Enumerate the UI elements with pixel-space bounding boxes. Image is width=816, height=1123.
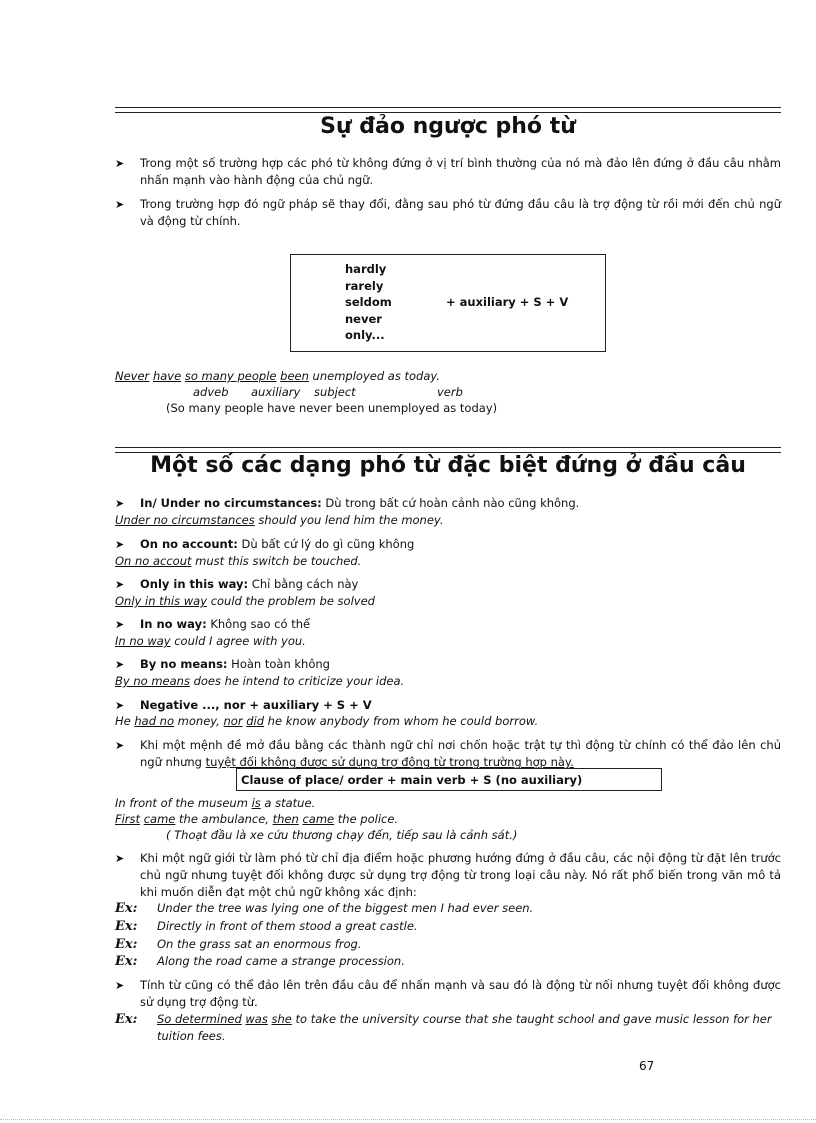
clause-example-translation: ( Thoạt đầu là xe cứu thương chạy đến, tiếp sau là cảnh sát.) <box>166 828 518 842</box>
page-bottom-divider <box>0 1119 816 1120</box>
phrase-item-1 <box>115 495 781 512</box>
phrase-example-5 <box>115 673 404 689</box>
phrase-example-2 <box>115 553 361 569</box>
phrase-desc: Chỉ bằng cách này <box>248 577 359 591</box>
formula-text: + auxiliary + S + V <box>446 295 569 309</box>
phrase-head: By no means: <box>140 657 228 671</box>
example-label-adverb: adveb <box>193 385 229 399</box>
example-underlined: Under no circumstances <box>115 513 255 527</box>
example-part: He <box>115 714 135 728</box>
example-rest: could the problem be solved <box>207 594 375 608</box>
example-underlined: On no accout <box>115 554 192 568</box>
adjective-item <box>115 977 781 1011</box>
section1-rule <box>115 107 781 113</box>
page-number: 67 <box>639 1059 655 1073</box>
negative-head: Negative ..., nor + auxiliary + S + V <box>140 698 372 712</box>
example-text: Under the tree was lying one of the biggest men I had ever seen. <box>157 901 534 915</box>
arrow-bullet-icon: ➤ <box>115 497 125 510</box>
section2-title: Một số các dạng phó từ đặc biệt đứng ở đầu câu <box>150 453 746 478</box>
example-rest: unemployed as today. <box>308 369 440 383</box>
phrase-desc: Hoàn toàn không <box>227 657 330 671</box>
clause-text-underlined: tuyệt đối không được sử dụng trợ động từ trong trường hợp này. <box>205 755 574 769</box>
bullet-text: Trong một số trường hợp các phó từ không đứng ở vị trí bình thường của nó mà đảo lên đứng ở đầu câu nhằm nhấn mạnh vào hành động của chủ ngữ. <box>140 156 781 187</box>
arrow-bullet-icon: ➤ <box>115 658 125 671</box>
preposition-text: Khi một ngữ giới từ làm phó từ chỉ địa điểm hoặc phương hướng đứng ở đầu câu, các nội động từ đặt lên trước chủ ngữ nhưng tuyệt đối không được sử dụng trợ động từ trong loại câu này. Nó rất phổ biến trong văn mô tả khi muốn diễn đạt một chủ ngữ không xác định: <box>140 851 781 899</box>
example-text: Along the road came a strange procession. <box>157 954 405 968</box>
example-part: a statue. <box>260 796 316 810</box>
arrow-bullet-icon: ➤ <box>115 739 125 752</box>
example-underlined: Only in this way <box>115 594 208 608</box>
example-underlined: she <box>271 1012 292 1026</box>
adverb-list <box>345 261 392 344</box>
example-label-subject: subject <box>314 385 356 399</box>
ex-label: Ex: <box>115 901 138 916</box>
example-word: been <box>280 369 309 383</box>
adverb-word: rarely <box>345 278 384 293</box>
adjective-text: Tính từ cũng có thể đảo lên trên đầu câu để nhấn mạnh và sau đó là động từ nối nhưng tuyệt đối không được sử dụng trợ động từ. <box>140 978 781 1009</box>
phrase-desc: Dù bất cứ lý do gì cũng không <box>237 537 415 551</box>
ex-label: Ex: <box>115 937 138 952</box>
preposition-example-4 <box>115 953 781 970</box>
section1-example <box>115 368 440 384</box>
example-label-auxiliary: auxiliary <box>251 385 301 399</box>
phrase-example-1 <box>115 512 444 528</box>
adjective-example <box>115 1011 781 1045</box>
example-underlined: nor <box>223 714 243 728</box>
arrow-bullet-icon: ➤ <box>115 198 125 211</box>
example-underlined: was <box>245 1012 268 1026</box>
arrow-bullet-icon: ➤ <box>115 979 125 992</box>
ex-label: Ex: <box>115 954 138 969</box>
phrase-item-4 <box>115 616 781 633</box>
phrase-item-5 <box>115 656 781 673</box>
example-part: he know anybody from whom he could borrow. <box>264 714 539 728</box>
example-part: to take the university course that she taught school and gave music lesson for her tuition fees. <box>157 1012 772 1043</box>
example-text: Directly in front of them stood a great castle. <box>157 919 418 933</box>
example-word: Never <box>115 369 150 383</box>
example-underlined: So determined <box>157 1012 242 1026</box>
phrase-item-3 <box>115 576 781 593</box>
preposition-example-3 <box>115 936 781 953</box>
phrase-head: In/ Under no circumstances: <box>140 496 322 510</box>
phrase-desc: Dù trong bất cứ hoàn cảnh nào cũng không. <box>321 496 580 510</box>
example-translation: (So many people have never been unemployed as today) <box>166 401 498 415</box>
arrow-bullet-icon: ➤ <box>115 157 125 170</box>
clause-example-1 <box>115 795 315 811</box>
example-rest: must this switch be touched. <box>191 554 362 568</box>
example-rest: could I agree with you. <box>170 634 306 648</box>
adverb-word: never <box>345 311 382 326</box>
example-part: In front of the museum <box>115 796 252 810</box>
phrase-item-2 <box>115 536 781 553</box>
example-label-verb: verb <box>437 385 463 399</box>
section1-bullet-1 <box>115 155 781 189</box>
example-underlined: did <box>246 714 265 728</box>
example-word: so many people <box>184 369 277 383</box>
negative-item <box>115 697 781 714</box>
example-underlined: had no <box>134 714 175 728</box>
example-underlined: then <box>272 812 299 826</box>
section1-title: Sự đảo ngược phó từ <box>320 114 576 139</box>
preposition-example-1 <box>115 900 781 917</box>
arrow-bullet-icon: ➤ <box>115 852 125 865</box>
preposition-item <box>115 850 781 901</box>
example-rest: should you lend him the money. <box>254 513 444 527</box>
example-underlined: In no way <box>115 634 171 648</box>
arrow-bullet-icon: ➤ <box>115 578 125 591</box>
clause-item <box>115 737 781 771</box>
ex-label: Ex: <box>115 1012 138 1027</box>
phrase-head: In no way: <box>140 617 207 631</box>
phrase-head: On no account: <box>140 537 238 551</box>
adverb-word: seldom <box>345 295 392 309</box>
bullet-text: Trong trường hợp đó ngữ pháp sẽ thay đổi, đằng sau phó từ đứng đầu câu là trợ động từ rồi mới đến chủ ngữ và động từ chính. <box>140 197 781 228</box>
example-part: money, <box>174 714 224 728</box>
clause-formula-box: Clause of place/ order + main verb + S (no auxiliary) <box>236 768 662 791</box>
example-underlined: came <box>302 812 335 826</box>
phrase-example-4 <box>115 633 306 649</box>
negative-example <box>115 713 538 729</box>
clause-example-2 <box>115 811 398 827</box>
example-rest: does he intend to criticize your idea. <box>189 674 405 688</box>
example-underlined: First <box>115 812 141 826</box>
adverb-word: only... <box>345 328 385 342</box>
arrow-bullet-icon: ➤ <box>115 618 125 631</box>
example-part: the ambulance, <box>175 812 273 826</box>
arrow-bullet-icon: ➤ <box>115 699 125 712</box>
section1-bullet-2 <box>115 196 781 230</box>
phrase-example-3 <box>115 593 375 609</box>
example-underlined: By no means <box>115 674 190 688</box>
example-text: On the grass sat an enormous frog. <box>157 937 362 951</box>
clause-text: Khi một mệnh đề mở đầu bằng các thành ngữ chỉ nơi chốn hoặc trật tự thì động từ chính có thể đảo lên chủ ngữ nhưng <box>140 738 781 769</box>
example-underlined: is <box>251 796 261 810</box>
phrase-desc: Không sao có thể <box>206 617 311 631</box>
ex-label: Ex: <box>115 919 138 934</box>
adverb-word: hardly <box>345 262 387 276</box>
example-underlined: came <box>143 812 176 826</box>
phrase-head: Only in this way: <box>140 577 249 591</box>
adverb-formula-box <box>290 254 606 352</box>
arrow-bullet-icon: ➤ <box>115 538 125 551</box>
example-part: the police. <box>334 812 399 826</box>
example-word: have <box>152 369 182 383</box>
preposition-example-2 <box>115 918 781 935</box>
